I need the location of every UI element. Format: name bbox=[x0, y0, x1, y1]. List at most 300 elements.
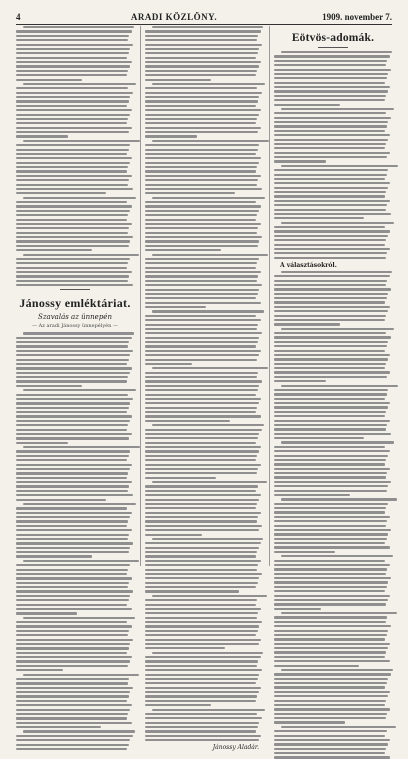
author-signature: Jánossy Aladár. bbox=[212, 744, 259, 752]
text-line bbox=[16, 442, 68, 444]
text-line bbox=[274, 660, 390, 662]
text-line bbox=[274, 682, 387, 684]
col1-text-bottom bbox=[16, 332, 134, 750]
text-line bbox=[145, 223, 261, 225]
text-line bbox=[16, 96, 130, 98]
text-line bbox=[274, 301, 385, 303]
text-line bbox=[274, 691, 390, 693]
text-line bbox=[274, 90, 388, 92]
text-line bbox=[274, 152, 390, 154]
text-line bbox=[145, 284, 262, 286]
text-line bbox=[16, 407, 129, 409]
text-line bbox=[274, 112, 386, 114]
text-line bbox=[16, 459, 127, 461]
text-line bbox=[145, 625, 259, 627]
text-line bbox=[16, 744, 129, 746]
text-line bbox=[16, 337, 132, 339]
text-line bbox=[16, 717, 127, 719]
text-line bbox=[16, 748, 127, 750]
text-line bbox=[145, 249, 221, 251]
text-line bbox=[281, 328, 394, 330]
text-line bbox=[145, 236, 262, 238]
text-line bbox=[16, 92, 133, 94]
text-line bbox=[274, 354, 390, 356]
text-line bbox=[16, 359, 129, 361]
text-line bbox=[16, 236, 133, 238]
text-line bbox=[23, 254, 139, 256]
text-line bbox=[16, 639, 133, 641]
text-line bbox=[16, 586, 128, 588]
text-line bbox=[274, 147, 385, 149]
text-line bbox=[274, 139, 388, 141]
text-line bbox=[16, 411, 127, 413]
text-line bbox=[145, 394, 256, 396]
text-line bbox=[274, 678, 388, 680]
text-line bbox=[145, 726, 258, 728]
text-line bbox=[16, 144, 130, 146]
text-line bbox=[152, 367, 268, 369]
text-line bbox=[145, 665, 257, 667]
text-line bbox=[274, 450, 390, 452]
text-line bbox=[274, 433, 391, 435]
col1-text-top bbox=[16, 26, 134, 286]
text-line bbox=[274, 319, 385, 321]
text-line bbox=[16, 634, 128, 636]
text-line bbox=[145, 192, 235, 194]
text-line bbox=[145, 87, 257, 89]
text-line bbox=[145, 586, 256, 588]
text-line bbox=[274, 284, 386, 286]
text-line bbox=[145, 201, 256, 203]
text-line bbox=[274, 117, 391, 119]
text-line bbox=[145, 433, 259, 435]
text-line bbox=[16, 131, 129, 133]
text-line bbox=[145, 542, 261, 544]
text-line bbox=[16, 44, 133, 46]
text-line bbox=[274, 616, 387, 618]
text-line bbox=[274, 638, 385, 640]
text-line bbox=[274, 656, 385, 658]
text-line bbox=[145, 560, 261, 562]
text-line bbox=[274, 673, 391, 675]
text-line bbox=[274, 82, 385, 84]
text-line bbox=[16, 280, 128, 282]
text-line bbox=[145, 52, 258, 54]
text-line bbox=[16, 114, 130, 116]
text-line bbox=[16, 201, 127, 203]
text-line bbox=[274, 104, 340, 106]
text-line bbox=[274, 402, 390, 404]
text-line bbox=[145, 691, 259, 693]
text-line bbox=[152, 254, 268, 256]
text-line bbox=[16, 380, 127, 382]
text-line bbox=[16, 464, 132, 466]
text-line bbox=[274, 756, 390, 758]
text-line bbox=[16, 245, 129, 247]
text-line bbox=[16, 350, 133, 352]
text-line bbox=[274, 503, 388, 505]
text-line bbox=[16, 599, 129, 601]
text-line bbox=[145, 582, 258, 584]
text-line bbox=[16, 205, 132, 207]
text-line bbox=[145, 232, 257, 234]
text-line bbox=[274, 191, 386, 193]
text-line bbox=[16, 105, 127, 107]
text-line bbox=[145, 674, 259, 676]
text-line bbox=[16, 57, 127, 59]
text-line bbox=[145, 468, 258, 470]
text-line bbox=[16, 415, 132, 417]
text-line bbox=[274, 463, 385, 465]
subsection-heading: A választásokról. bbox=[280, 261, 337, 269]
text-line bbox=[274, 599, 388, 601]
text-line bbox=[145, 114, 259, 116]
text-line bbox=[145, 350, 261, 352]
text-line bbox=[145, 48, 259, 50]
text-line bbox=[145, 446, 261, 448]
text-line bbox=[145, 682, 256, 684]
text-line bbox=[274, 695, 388, 697]
text-line bbox=[145, 490, 256, 492]
column-divider-2 bbox=[269, 26, 270, 566]
text-line bbox=[145, 363, 192, 365]
separator bbox=[60, 289, 90, 290]
text-line bbox=[16, 678, 129, 680]
text-line bbox=[16, 227, 129, 229]
text-line bbox=[274, 634, 387, 636]
text-line bbox=[16, 682, 128, 684]
text-line bbox=[274, 568, 387, 570]
text-line bbox=[274, 411, 386, 413]
text-line bbox=[145, 205, 261, 207]
text-line bbox=[274, 358, 388, 360]
text-line bbox=[16, 402, 130, 404]
column-3 bbox=[274, 26, 392, 759]
separator bbox=[318, 47, 348, 48]
text-line bbox=[145, 297, 256, 299]
text-line bbox=[274, 590, 385, 592]
text-line bbox=[274, 700, 386, 702]
text-line bbox=[281, 441, 394, 443]
column-2 bbox=[145, 26, 263, 751]
text-line bbox=[145, 184, 257, 186]
text-line bbox=[23, 560, 139, 562]
text-line bbox=[145, 577, 259, 579]
text-line bbox=[274, 507, 386, 509]
col3-text-bottom bbox=[274, 271, 392, 759]
text-line bbox=[16, 481, 132, 483]
text-line bbox=[145, 722, 259, 724]
text-line bbox=[16, 210, 130, 212]
text-line bbox=[274, 398, 385, 400]
text-line bbox=[145, 79, 211, 81]
text-line bbox=[274, 95, 386, 97]
text-line bbox=[16, 341, 129, 343]
text-line bbox=[281, 669, 393, 671]
text-line bbox=[274, 468, 390, 470]
text-line bbox=[274, 717, 386, 719]
text-line bbox=[145, 612, 258, 614]
text-line bbox=[16, 429, 127, 431]
text-line bbox=[152, 481, 266, 483]
text-line bbox=[274, 239, 386, 241]
text-line bbox=[274, 708, 390, 710]
text-line bbox=[274, 332, 386, 334]
text-line bbox=[16, 534, 129, 536]
text-line bbox=[145, 267, 256, 269]
text-line bbox=[274, 252, 387, 254]
text-line bbox=[16, 149, 129, 151]
section-subtitle: Szavalás az ünnepén bbox=[38, 313, 112, 322]
text-line bbox=[16, 79, 82, 81]
text-line bbox=[145, 149, 258, 151]
text-line bbox=[274, 538, 387, 540]
text-line bbox=[16, 652, 127, 654]
text-line bbox=[274, 415, 385, 417]
text-line bbox=[274, 608, 321, 610]
text-line bbox=[145, 105, 256, 107]
text-line bbox=[145, 450, 259, 452]
text-line bbox=[274, 704, 385, 706]
text-line bbox=[274, 625, 391, 627]
text-line bbox=[274, 288, 391, 290]
text-line bbox=[23, 730, 135, 732]
text-line bbox=[16, 157, 132, 159]
text-line bbox=[145, 656, 261, 658]
text-line bbox=[281, 498, 397, 500]
text-line bbox=[274, 437, 364, 439]
text-line bbox=[274, 160, 326, 162]
text-line bbox=[16, 275, 129, 277]
text-line bbox=[16, 188, 133, 190]
text-line bbox=[145, 499, 259, 501]
text-line bbox=[274, 235, 388, 237]
text-line bbox=[145, 61, 261, 63]
text-line bbox=[145, 516, 258, 518]
text-line bbox=[16, 232, 128, 234]
text-line bbox=[145, 372, 258, 374]
text-line bbox=[145, 170, 256, 172]
section-title-janossy: Jánossy emléktáriat. bbox=[19, 296, 131, 311]
text-line bbox=[145, 275, 258, 277]
text-line bbox=[16, 398, 133, 400]
text-line bbox=[274, 345, 387, 347]
text-line bbox=[145, 730, 256, 732]
text-line bbox=[145, 289, 259, 291]
text-line bbox=[145, 634, 256, 636]
text-line bbox=[16, 630, 129, 632]
column-1 bbox=[16, 26, 134, 750]
text-line bbox=[145, 669, 262, 671]
text-line bbox=[152, 26, 263, 28]
text-line bbox=[16, 726, 101, 728]
text-line bbox=[274, 55, 390, 57]
text-line bbox=[145, 700, 256, 702]
text-line bbox=[145, 345, 256, 347]
text-line bbox=[274, 520, 387, 522]
text-line bbox=[274, 603, 386, 605]
text-line bbox=[274, 621, 386, 623]
text-line bbox=[145, 643, 259, 645]
text-line bbox=[23, 674, 139, 676]
text-line bbox=[16, 669, 63, 671]
text-line bbox=[16, 433, 132, 435]
text-line bbox=[274, 204, 387, 206]
text-line bbox=[16, 739, 130, 741]
text-line bbox=[23, 83, 136, 85]
text-line bbox=[274, 380, 326, 382]
text-line bbox=[16, 621, 127, 623]
text-line bbox=[16, 87, 128, 89]
text-line bbox=[16, 127, 132, 129]
text-line bbox=[145, 157, 261, 159]
text-line bbox=[16, 625, 132, 627]
text-line bbox=[16, 735, 133, 737]
text-line bbox=[16, 472, 128, 474]
text-line bbox=[16, 65, 130, 67]
masthead bbox=[16, 10, 392, 24]
text-line bbox=[274, 494, 350, 496]
text-line bbox=[274, 420, 390, 422]
text-line bbox=[274, 560, 385, 562]
text-line bbox=[145, 135, 197, 137]
text-line bbox=[274, 217, 364, 219]
text-line bbox=[16, 455, 129, 457]
text-line bbox=[145, 735, 261, 737]
text-line bbox=[16, 118, 128, 120]
text-line bbox=[274, 341, 388, 343]
text-line bbox=[145, 507, 256, 509]
text-line bbox=[152, 140, 269, 142]
text-line bbox=[16, 660, 130, 662]
text-line bbox=[16, 555, 92, 557]
text-line bbox=[16, 192, 106, 194]
text-line bbox=[16, 385, 82, 387]
text-line bbox=[274, 393, 387, 395]
text-line bbox=[16, 612, 77, 614]
text-line bbox=[274, 244, 385, 246]
text-line bbox=[16, 656, 132, 658]
text-line bbox=[145, 411, 256, 413]
text-line bbox=[145, 100, 258, 102]
text-line bbox=[145, 245, 258, 247]
text-line bbox=[16, 573, 127, 575]
text-line bbox=[16, 691, 130, 693]
text-line bbox=[16, 109, 132, 111]
text-line bbox=[145, 380, 262, 382]
text-line bbox=[145, 472, 257, 474]
text-line bbox=[281, 51, 392, 53]
text-line bbox=[145, 442, 256, 444]
text-line bbox=[16, 424, 128, 426]
text-line bbox=[145, 306, 206, 308]
text-line bbox=[145, 569, 257, 571]
text-line bbox=[145, 57, 256, 59]
text-line bbox=[16, 507, 127, 509]
text-line bbox=[145, 131, 258, 133]
text-line bbox=[145, 166, 257, 168]
text-line bbox=[16, 122, 127, 124]
text-line bbox=[16, 61, 132, 63]
text-line bbox=[16, 722, 132, 724]
text-line bbox=[145, 555, 256, 557]
text-line bbox=[274, 310, 388, 312]
text-line bbox=[274, 643, 390, 645]
text-line bbox=[274, 293, 388, 295]
text-line bbox=[16, 713, 128, 715]
text-line bbox=[16, 590, 133, 592]
text-line bbox=[145, 455, 257, 457]
text-line bbox=[16, 595, 130, 597]
text-line bbox=[145, 485, 258, 487]
text-line bbox=[281, 555, 393, 557]
text-line bbox=[16, 542, 133, 544]
text-line bbox=[145, 315, 256, 317]
issue-date: 1909. november 7. bbox=[322, 12, 392, 22]
text-line bbox=[145, 179, 258, 181]
text-line bbox=[16, 258, 130, 260]
text-line bbox=[16, 468, 130, 470]
text-line bbox=[274, 428, 386, 430]
column-divider-1 bbox=[140, 26, 141, 566]
text-line bbox=[145, 402, 259, 404]
masthead-rule bbox=[16, 24, 392, 25]
text-line bbox=[145, 617, 257, 619]
text-line bbox=[16, 35, 129, 37]
text-line bbox=[16, 70, 128, 72]
text-line bbox=[16, 551, 129, 553]
text-line bbox=[16, 516, 130, 518]
text-line bbox=[145, 302, 261, 304]
text-line bbox=[152, 652, 263, 654]
text-line bbox=[145, 162, 259, 164]
text-line bbox=[16, 647, 129, 649]
text-line bbox=[145, 359, 257, 361]
text-line bbox=[145, 341, 258, 343]
text-line bbox=[274, 275, 390, 277]
text-line bbox=[274, 134, 390, 136]
text-line bbox=[145, 122, 256, 124]
text-line bbox=[145, 564, 258, 566]
text-line bbox=[274, 371, 390, 373]
col2-text bbox=[145, 26, 263, 741]
text-line bbox=[16, 608, 132, 610]
text-line bbox=[274, 595, 390, 597]
text-line bbox=[145, 599, 257, 601]
text-line bbox=[16, 665, 128, 667]
text-line bbox=[274, 280, 387, 282]
text-line bbox=[145, 604, 256, 606]
text-line bbox=[145, 328, 257, 330]
text-line bbox=[274, 533, 388, 535]
text-line bbox=[145, 227, 258, 229]
text-line bbox=[145, 109, 261, 111]
text-line bbox=[274, 130, 385, 132]
text-line bbox=[145, 118, 257, 120]
text-line bbox=[16, 162, 130, 164]
text-line bbox=[274, 476, 386, 478]
text-line bbox=[274, 363, 386, 365]
text-line bbox=[274, 546, 390, 548]
text-line bbox=[16, 485, 129, 487]
text-line bbox=[23, 26, 134, 28]
text-line bbox=[274, 581, 388, 583]
text-line bbox=[152, 424, 264, 426]
text-line bbox=[16, 74, 127, 76]
text-line bbox=[145, 398, 261, 400]
text-line bbox=[152, 709, 265, 711]
text-line bbox=[274, 748, 386, 750]
